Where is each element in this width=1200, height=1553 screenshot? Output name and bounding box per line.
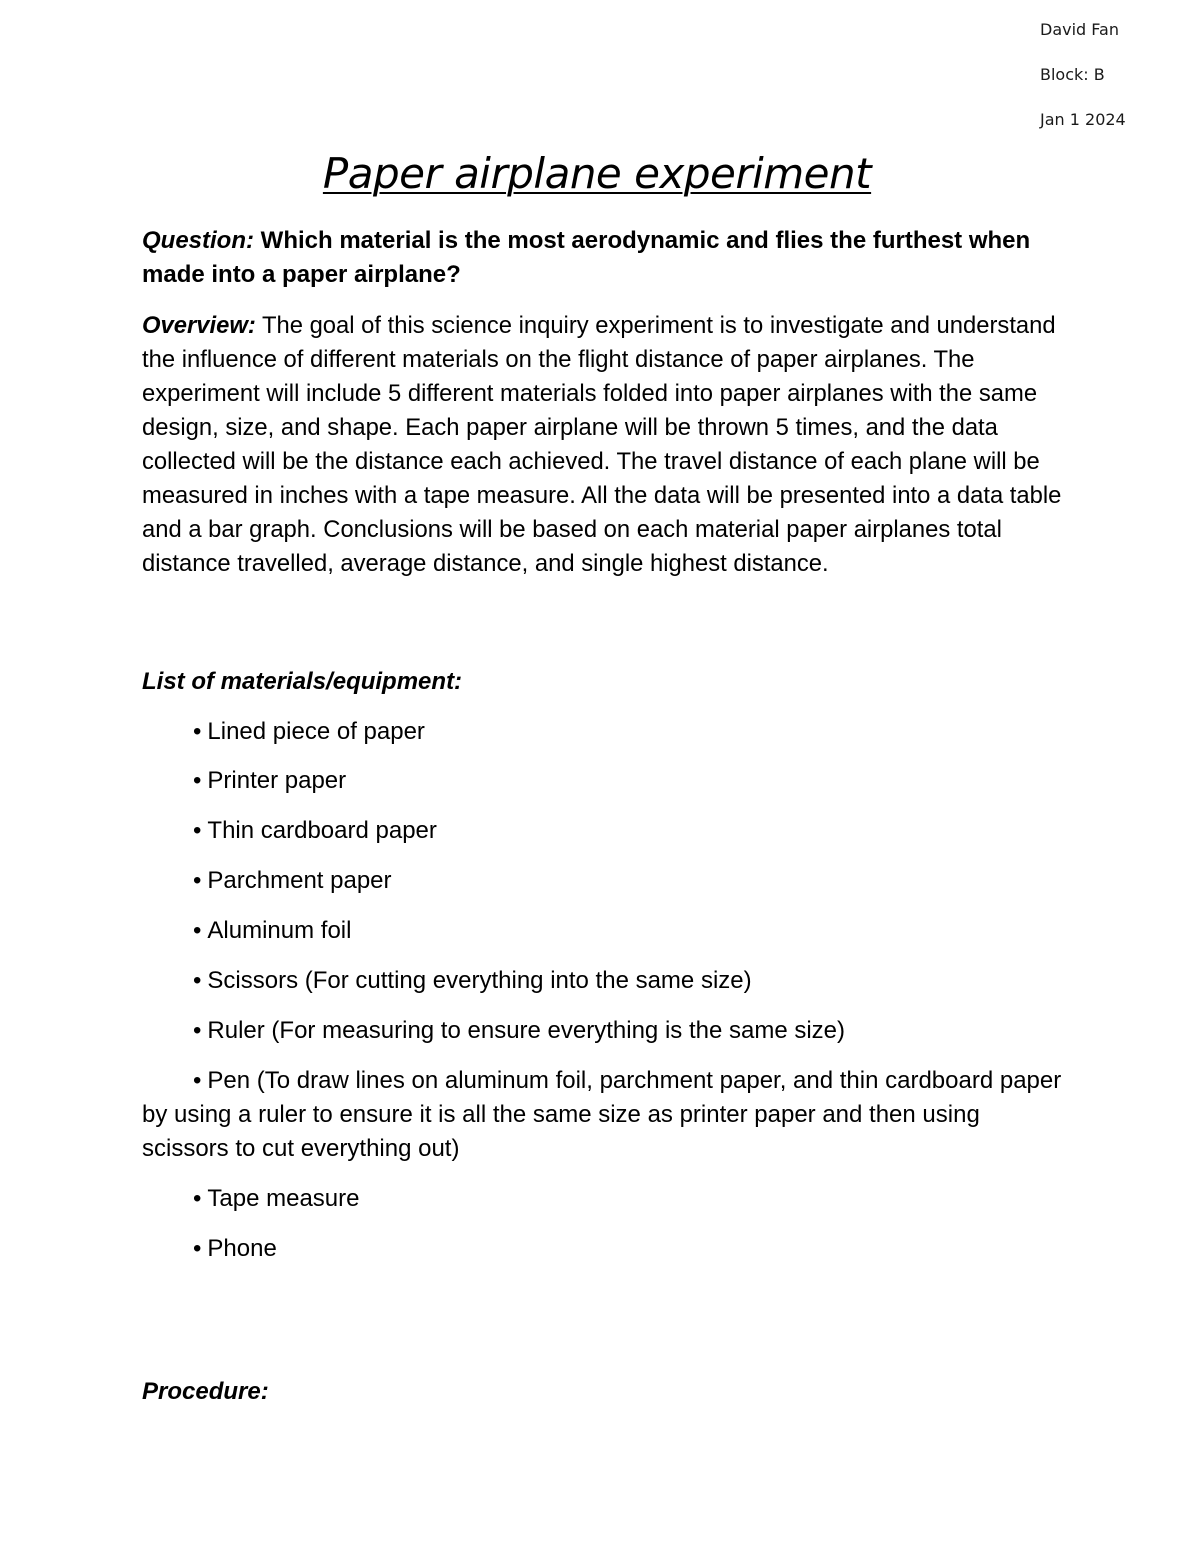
overview-text: The goal of this science inquiry experiment is to investigate and understand the influence of different materials on the flight distance of paper airplanes. The experiment will include 5 different materials folded into paper airplanes with the same design, size, and shape. Each paper airplane will be thrown 5 times, and the data collected will be the distance each achieved. The travel distance of each plane will be measured in inches with a tape measure. All the data will be presented into a data table and a bar graph. Conclusions will be based on each material paper airplanes total distance travelled, average distance, and single highest distance. — [142, 312, 1062, 577]
list-item-text: Pen (To draw lines on aluminum foil, parchment paper, and thin cardboard paper by using a ruler to ensure it is all the same size as printer paper and then using scissors to cut everything out) — [142, 1067, 1062, 1162]
list-item — [193, 814, 437, 848]
bullet-marker: • — [193, 967, 202, 994]
bullet-marker: • — [193, 1017, 202, 1044]
class-block: Block: B — [1040, 65, 1105, 84]
overview-paragraph — [142, 309, 1072, 581]
list-item-text: Scissors (For cutting everything into the same size) — [207, 967, 752, 994]
page-title: Paper airplane experiment — [322, 149, 872, 198]
list-item — [193, 1232, 277, 1266]
bullet-marker: • — [193, 1235, 202, 1262]
list-item-text: Tape measure — [207, 1185, 360, 1212]
bullet-marker: • — [193, 1185, 202, 1212]
procedure-heading: Procedure: — [142, 1378, 269, 1405]
bullet-marker: • — [193, 1067, 202, 1094]
bullet-marker: • — [193, 718, 202, 745]
materials-heading: List of materials/equipment: — [142, 668, 463, 695]
bullet-marker: • — [193, 817, 202, 844]
author-name: David Fan — [1040, 20, 1119, 39]
list-item — [193, 764, 346, 798]
bullet-marker: • — [193, 867, 202, 894]
list-item — [193, 1014, 845, 1048]
list-item-text: Thin cardboard paper — [207, 817, 437, 844]
list-item — [193, 964, 752, 998]
list-item-text: Lined piece of paper — [207, 718, 425, 745]
list-item-text: Phone — [207, 1235, 277, 1262]
list-item — [142, 1064, 1072, 1166]
list-item-text: Parchment paper — [207, 867, 392, 894]
bullet-marker: • — [193, 917, 202, 944]
list-item — [193, 1182, 360, 1216]
list-item-text: Printer paper — [207, 767, 347, 794]
overview-label: Overview: — [142, 312, 256, 339]
document-date: Jan 1 2024 — [1040, 110, 1126, 129]
list-item-text: Aluminum foil — [207, 917, 352, 944]
list-item-text: Ruler (For measuring to ensure everything is the same size) — [207, 1017, 845, 1044]
question-paragraph — [142, 224, 1072, 292]
question-text: Which material is the most aerodynamic and flies the furthest when made into a paper airplane? — [142, 227, 1031, 288]
list-item — [193, 715, 425, 749]
question-label: Question: — [142, 227, 254, 254]
bullet-marker: • — [193, 767, 202, 794]
list-item — [193, 864, 392, 898]
list-item — [193, 914, 351, 948]
